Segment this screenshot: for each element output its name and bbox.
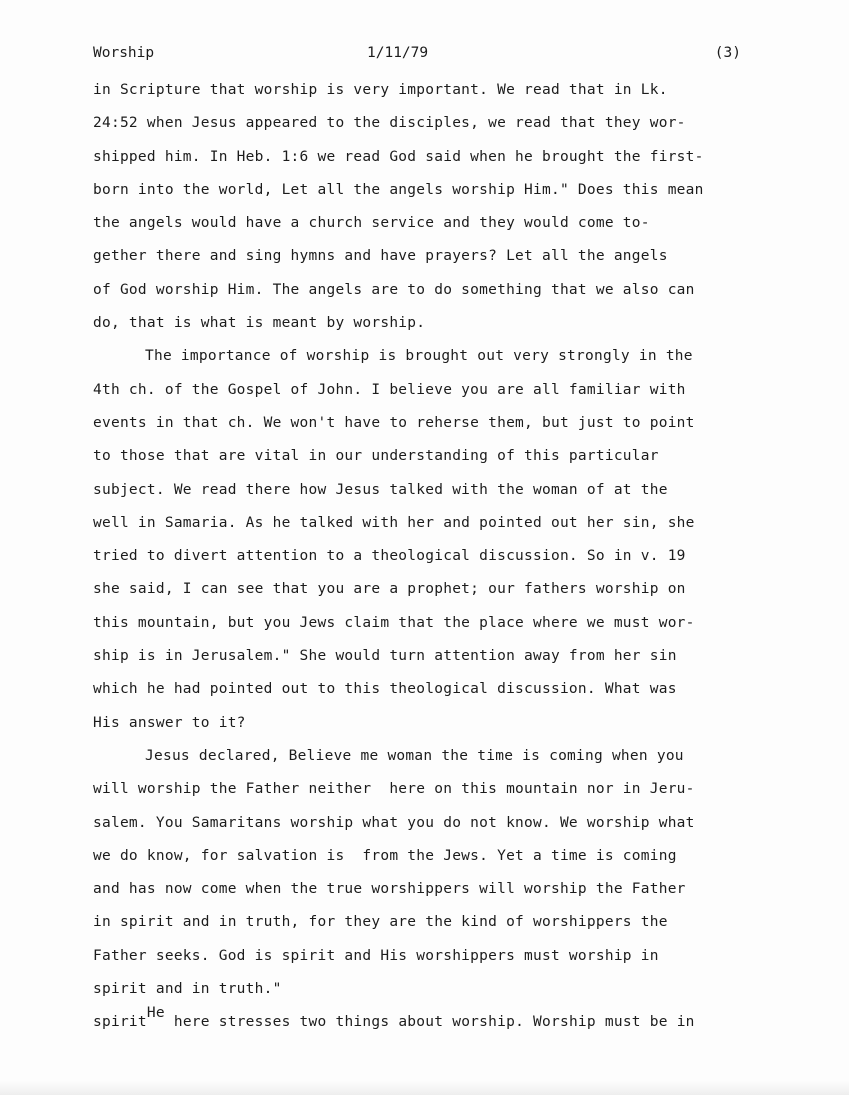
document-title: Worship (93, 45, 155, 61)
text-line: of God worship Him. The angels are to do something that we also can (93, 281, 695, 298)
scan-bottom-edge (0, 1081, 849, 1095)
text-line: the angels would have a church service and they would come to- (93, 215, 650, 232)
text-line: gether there and sing hymns and have prayers? Let all the angels (93, 248, 668, 265)
text-line: subject. We read there how Jesus talked with the woman of at the (93, 481, 668, 498)
text-line-superscript: He (146, 1005, 165, 1021)
text-line: spirit and in truth." (93, 981, 282, 998)
text-line: The importance of worship is brought out very strongly in the (145, 348, 693, 365)
text-line: do, that is what is meant by worship. (93, 315, 426, 332)
text-line: to those that are vital in our understanding of this particular (93, 448, 659, 465)
text-line: in Scripture that worship is very important. We read that in Lk. (93, 82, 668, 98)
text-line: and has now come when the true worshippers will worship the Father (93, 881, 686, 898)
text-line: His answer to it? (93, 714, 246, 731)
text-line-last (93, 1005, 695, 1033)
text-line: this mountain, but you Jews claim that the place where we must wor- (93, 614, 695, 631)
text-line: we do know, for salvation is from the Jews. Yet a time is coming (93, 847, 677, 864)
text-line: will worship the Father neither here on this mountain nor in Jeru- (93, 781, 695, 798)
text-line: Father seeks. God is spirit and His worshippers must worship in (93, 947, 659, 964)
text-line: well in Samaria. As he talked with her and pointed out her sin, she (93, 514, 695, 531)
page-number: (3) (714, 45, 741, 61)
text-line: born into the world, Let all the angels worship Him." Does this mean (93, 181, 704, 198)
document-date: 1/11/79 (367, 45, 429, 61)
text-line: Jesus declared, Believe me woman the time is coming when you (145, 747, 684, 764)
text-line: in spirit and in truth, for they are the kind of worshippers the (93, 914, 668, 931)
page-header (93, 45, 756, 69)
text-line: 24:52 when Jesus appeared to the disciples, we read that they wor- (93, 115, 686, 132)
text-line: ship is in Jerusalem." She would turn attention away from her sin (93, 648, 677, 665)
text-line-rest: here stresses two things about worship. Worship must be in (164, 1014, 695, 1030)
text-line: shipped him. In Heb. 1:6 we read God said when he brought the first- (93, 148, 704, 165)
text-line: she said, I can see that you are a prophet; our fathers worship on (93, 581, 686, 598)
text-line-prefix: spirit (93, 1014, 147, 1030)
text-line: which he had pointed out to this theological discussion. What was (93, 681, 677, 698)
page-body (93, 79, 813, 1011)
text-line: salem. You Samaritans worship what you do not know. We worship what (93, 814, 695, 831)
text-line: 4th ch. of the Gospel of John. I believe you are all familiar with (93, 381, 686, 398)
text-line: events in that ch. We won't have to reherse them, but just to point (93, 414, 695, 431)
text-line: tried to divert attention to a theological discussion. So in v. 19 (93, 548, 686, 565)
